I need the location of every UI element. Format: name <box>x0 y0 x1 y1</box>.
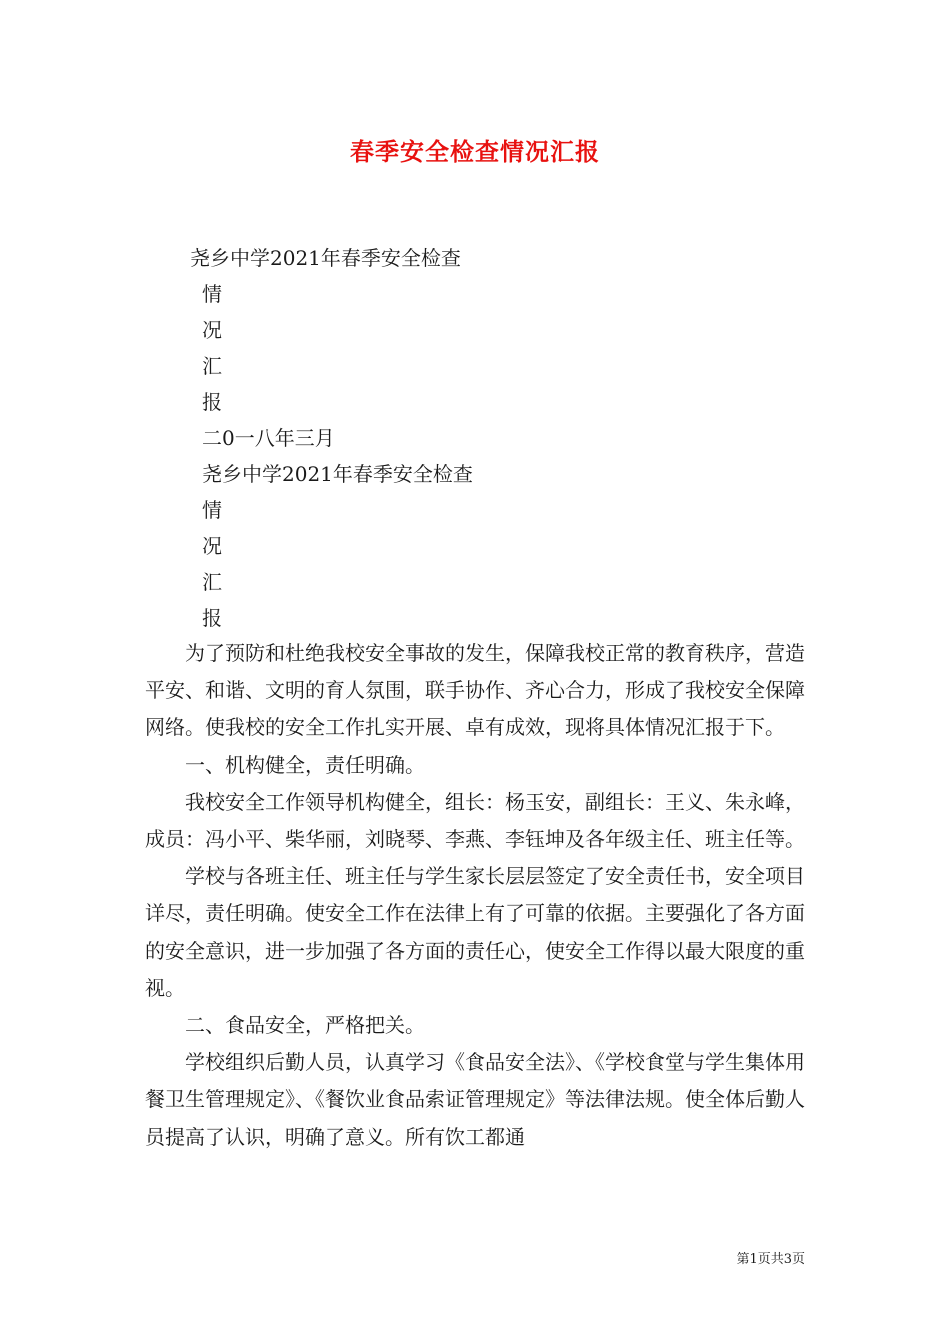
cover-char: 汇 <box>202 570 222 594</box>
body-paragraph: 我校安全工作领导机构健全，组长：杨玉安，副组长：王义、朱永峰，成员：冯小平、柴华丽，刘晓琴、李燕、李钰坤及各年级主任、班主任等。 <box>145 789 805 852</box>
cover-char: 汇 <box>202 354 222 378</box>
cover-char: 情 <box>202 282 222 306</box>
body-paragraph: 学校与各班主任、班主任与学生家长层层签定了安全责任书，安全项目详尽，责任明确。使安全工作在法律上有了可靠的依据。主要强化了各方面的安全意识，进一步加强了各方面的责任心，使安全工作得以最大限度的重视。 <box>145 864 805 1000</box>
body-paragraph: 为了预防和杜绝我校安全事故的发生，保障我校正常的教育秩序，营造平安、和谐、文明的育人氛围，联手协作、齐心合力，形成了我校安全保障网络。使我校的安全工作扎实开展、卓有成效，现将具体情况汇报于下。 <box>145 641 805 740</box>
cover-school-line-repeat: 尧乡中学2021年春季安全检查 <box>202 462 473 486</box>
cover-char: 情 <box>202 498 222 522</box>
cover-date: 二0一八年三月 <box>202 426 335 450</box>
cover-char: 报 <box>202 390 222 414</box>
body-paragraph: 学校组织后勤人员，认真学习《食品安全法》、《学校食堂与学生集体用餐卫生管理规定》、《餐饮业食品索证管理规定》等法律法规。使全体后勤人员提高了认识，明确了意义。所有饮工都通 <box>145 1050 805 1149</box>
page-number: 第1页共3页 <box>736 1252 805 1267</box>
cover-char: 报 <box>202 606 222 630</box>
cover-char: 况 <box>202 318 222 342</box>
cover-block <box>190 240 473 636</box>
section-heading: 一、机构健全，责任明确。 <box>185 752 425 777</box>
document-body <box>145 635 805 1156</box>
document-title: 春季安全检查情况汇报 <box>350 137 600 166</box>
cover-school-line: 尧乡中学2021年春季安全检查 <box>190 246 461 270</box>
cover-char: 况 <box>202 534 222 558</box>
section-heading: 二、食品安全，严格把关。 <box>185 1013 425 1038</box>
